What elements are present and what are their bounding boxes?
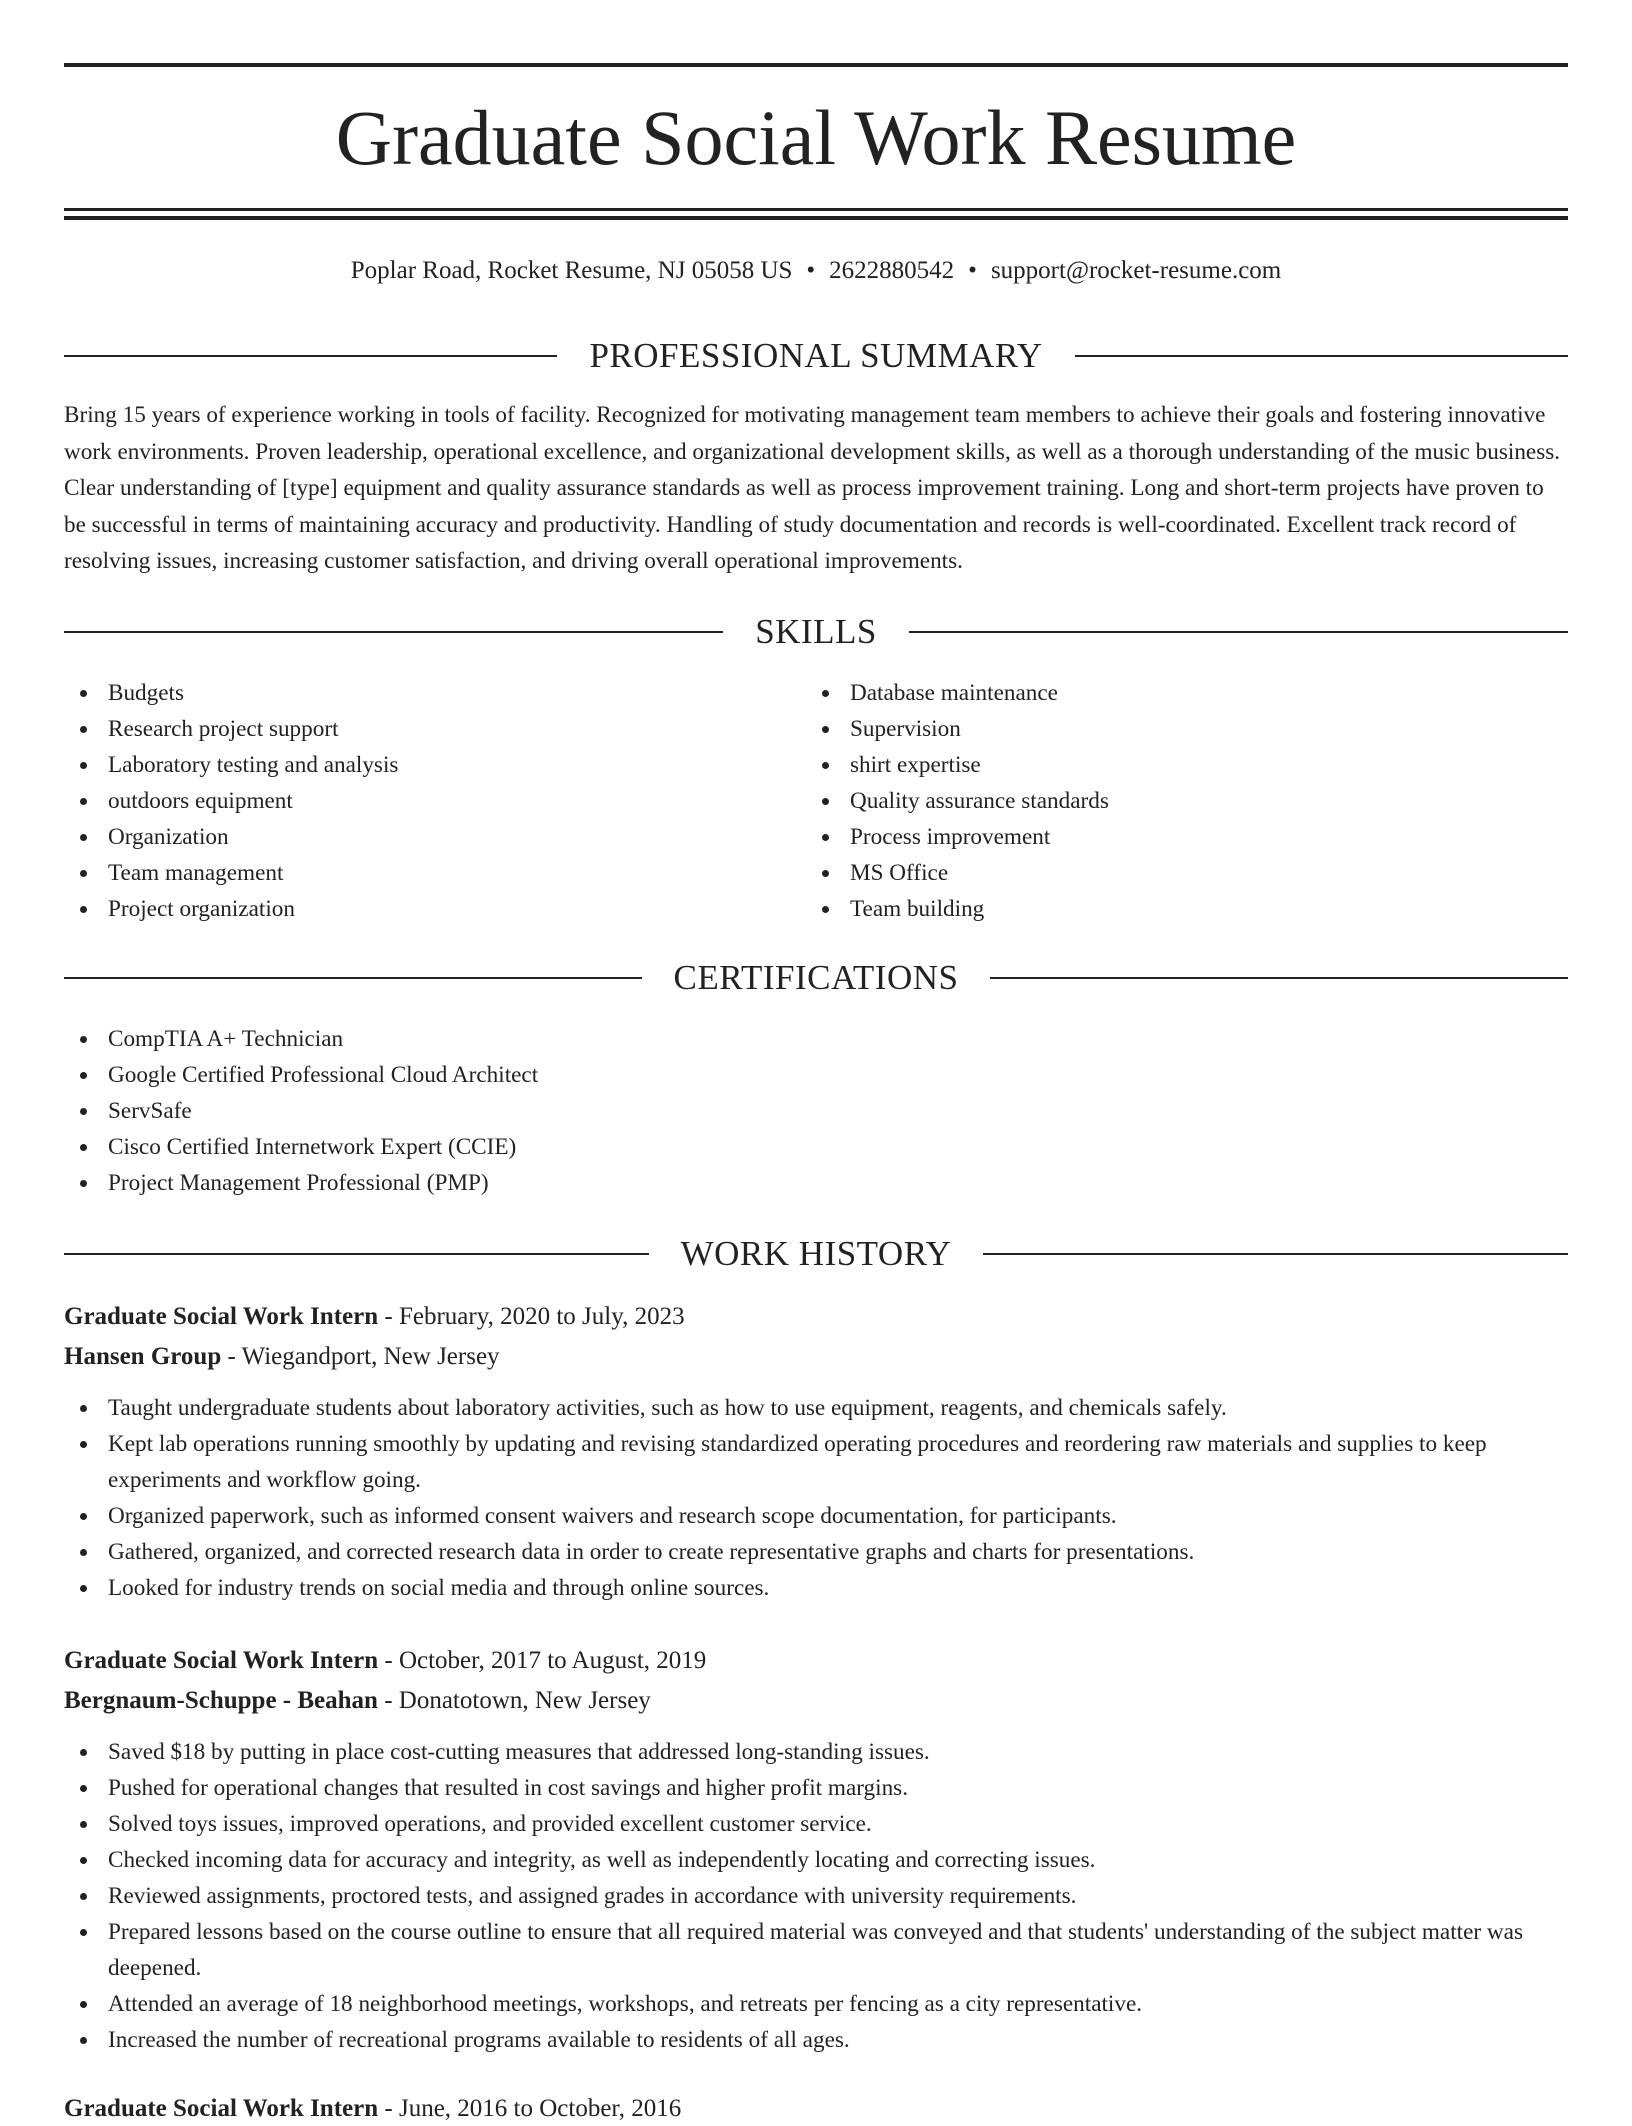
job-dates: - February, 2020 to July, 2023 [384, 1303, 685, 1330]
job-title: Graduate Social Work Intern [64, 2095, 379, 2122]
job-dates: - October, 2017 to August, 2019 [384, 1647, 707, 1674]
section-title: CERTIFICATIONS [673, 958, 959, 997]
section-title: PROFESSIONAL SUMMARY [589, 336, 1043, 375]
certifications-list [64, 1021, 1568, 1201]
certification-item: Google Certified Professional Cloud Architect [64, 1057, 1568, 1093]
skill-item: Team building [806, 891, 1506, 927]
job-location: - Donatotown, New Jersey [384, 1687, 651, 1714]
job-location: - Wiegandport, New Jersey [227, 1343, 500, 1370]
certifications-block [64, 1021, 1568, 1201]
contact-address: Poplar Road, Rocket Resume, NJ 05058 US [350, 257, 793, 284]
section-title: SKILLS [755, 612, 877, 651]
page-title: Graduate Social Work Resume [335, 94, 1297, 181]
title-rule-upper [64, 208, 1568, 211]
job-bullet: Taught undergraduate students about laboratory activities, such as how to use equipment, reagents, and chemicals safely. [64, 1390, 1568, 1426]
section-header-summary [64, 334, 1568, 378]
job-bullet: Prepared lessons based on the course outline to ensure that all required material was conveyed and that students' understanding of the subject matter was deepened. [64, 1914, 1568, 1986]
skills-list-right [806, 675, 1506, 927]
job-company-line [64, 1684, 1568, 1718]
section-title: WORK HISTORY [680, 1234, 952, 1273]
skill-item: Research project support [64, 711, 764, 747]
title-rule-lower [64, 216, 1568, 220]
job-title-line [64, 1300, 1568, 1334]
job-bullet: Organized paperwork, such as informed consent waivers and research scope documentation, for participants. [64, 1498, 1568, 1534]
section-rule [64, 1253, 649, 1255]
summary-text: Bring 15 years of experience working in tools of facility. Recognized for motivating management team members to achieve their goals and fostering innovative work environments. Proven leadership, operational excellence, and organizational development skills, as well as a thorough understanding of the music business. Clear understanding of [type] equipment and quality assurance standards as well as process improvement training. Long and short-term projects have proven to be successful in terms of maintaining accuracy and productivity. Handling of study documentation and records is well-coordinated. Excellent track record of resolving issues, increasing customer satisfaction, and driving overall operational improvements. [64, 402, 1561, 574]
job-company: Bergnaum-Schuppe - Beahan [64, 1687, 378, 1714]
job-bullet: Reviewed assignments, proctored tests, and assigned grades in accordance with university requirements. [64, 1878, 1568, 1914]
section-rule [990, 977, 1568, 979]
contact-separator: • [968, 257, 977, 284]
job-company: Hansen Group [64, 1343, 222, 1370]
contact-separator: • [806, 257, 816, 284]
job-entry [64, 1300, 1568, 1606]
skill-item: MS Office [806, 855, 1506, 891]
section-rule [64, 977, 642, 979]
skill-item: Team management [64, 855, 764, 891]
top-rule [64, 63, 1568, 67]
skill-item: outdoors equipment [64, 783, 764, 819]
section-rule [64, 355, 557, 357]
section-header-certifications [64, 956, 1568, 1000]
section-rule [983, 1253, 1568, 1255]
certification-item: Project Management Professional (PMP) [64, 1165, 1568, 1201]
skills-column-right [806, 675, 1506, 927]
job-title-line [64, 1644, 1568, 1678]
skills-column-left [64, 675, 764, 927]
section-header-skills [64, 610, 1568, 654]
job-bullet: Gathered, organized, and corrected research data in order to create representative graphs and charts for presentations. [64, 1534, 1568, 1570]
contact-phone: 2622880542 [829, 257, 955, 284]
job-title: Graduate Social Work Intern [64, 1647, 379, 1674]
job-bullet: Increased the number of recreational programs available to residents of all ages. [64, 2022, 1568, 2058]
job-bullet: Pushed for operational changes that resulted in cost savings and higher profit margins. [64, 1770, 1568, 1806]
job-bullet: Checked incoming data for accuracy and integrity, as well as independently locating and correcting issues. [64, 1842, 1568, 1878]
job-bullet: Solved toys issues, improved operations, and provided excellent customer service. [64, 1806, 1568, 1842]
skills-list-left [64, 675, 764, 927]
skill-item: Organization [64, 819, 764, 855]
skill-item: Process improvement [806, 819, 1506, 855]
certification-item: CompTIA A+ Technician [64, 1021, 1568, 1057]
job-bullet: Kept lab operations running smoothly by updating and revising standardized operating procedures and reordering raw materials and supplies to keep experiments and workflow going. [64, 1426, 1568, 1498]
job-entry [64, 2092, 1568, 2126]
job-bullet: Looked for industry trends on social media and through online sources. [64, 1570, 1568, 1606]
section-rule [1075, 355, 1568, 357]
skill-item: Quality assurance standards [806, 783, 1506, 819]
section-rule [64, 631, 723, 633]
certification-item: ServSafe [64, 1093, 1568, 1129]
contact-line [64, 254, 1568, 288]
skill-item: Laboratory testing and analysis [64, 747, 764, 783]
section-header-work-history [64, 1232, 1568, 1276]
job-title-line [64, 2092, 1568, 2126]
job-bullet: Saved $18 by putting in place cost-cutting measures that addressed long-standing issues. [64, 1734, 1568, 1770]
job-company-line [64, 1340, 1568, 1374]
certification-item: Cisco Certified Internetwork Expert (CCIE) [64, 1129, 1568, 1165]
job-bullets [64, 1390, 1568, 1606]
skill-item: Supervision [806, 711, 1506, 747]
skill-item: shirt expertise [806, 747, 1506, 783]
job-bullet: Attended an average of 18 neighborhood meetings, workshops, and retreats per fencing as a city representative. [64, 1986, 1568, 2022]
skill-item: Database maintenance [806, 675, 1506, 711]
skill-item: Project organization [64, 891, 764, 927]
contact-email[interactable]: support@rocket-resume.com [990, 257, 1282, 284]
job-entry [64, 1644, 1568, 2058]
section-rule [909, 631, 1568, 633]
job-bullets [64, 1734, 1568, 2058]
skill-item: Budgets [64, 675, 764, 711]
job-title: Graduate Social Work Intern [64, 1303, 379, 1330]
job-dates: - June, 2016 to October, 2016 [384, 2095, 682, 2122]
